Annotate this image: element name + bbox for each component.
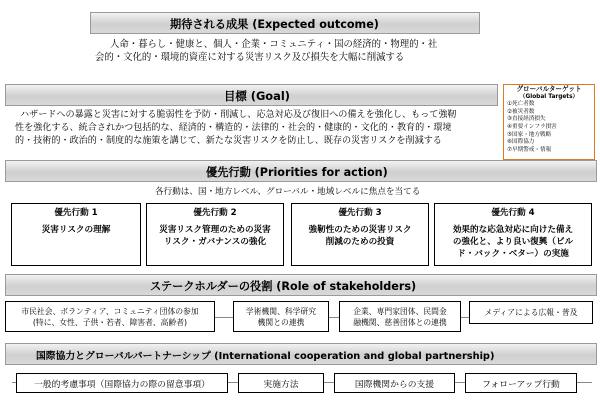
priority-3-box xyxy=(291,203,429,266)
global-target-item: ③直接経済損失 xyxy=(507,116,546,123)
global-targets-box xyxy=(503,84,595,160)
stakeholder-civil-society-line2: (特に、女性、子供・若者、障害者、高齢者) xyxy=(32,317,188,327)
global-targets-title: グローバルターゲット xyxy=(516,85,582,93)
cooperation-support-box xyxy=(334,373,455,393)
priority-2-label: 優先行動 2 xyxy=(193,208,237,218)
priorities-subtitle: 各行動は、国・地方レベル、グローバル・地域レベルに焦点を当てる xyxy=(155,187,421,197)
priority-3-text-line1: 強靭性のための災害リスク xyxy=(308,225,412,235)
priority-1-text-line1: 災害リスクの理解 xyxy=(41,225,111,235)
global-target-item: ④重要インフラ損害 xyxy=(507,123,557,130)
stakeholder-business-line1: 企業、専門家団体、民間金 xyxy=(353,306,447,316)
stakeholder-academia-line1: 学術機関、科学研究 xyxy=(245,306,317,316)
cooperation-means-label: 実施方法 xyxy=(263,379,299,390)
priorities-title: 優先行動 (Priorities for action) xyxy=(206,166,388,179)
stakeholder-civil-society-box xyxy=(5,301,215,332)
priority-4-text-line2: の強化と、より良い復興（ビル xyxy=(452,237,574,247)
expected-outcome-text-line1: 人命・暮らし・健康と、個人・企業・コミュニティ・国の経済的・物理的・社 xyxy=(110,39,438,50)
cooperation-general-box xyxy=(16,373,228,393)
priority-4-text-line3: ド・バック・ベター）の実施 xyxy=(457,249,569,259)
cooperation-general-label: 一般的考慮事項（国際協力の際の留意事項） xyxy=(34,379,210,390)
goal-text-line3: 的・技術的・政治的・制度的な施策を講じて、新たな災害リスクを防止し、既存の災害リスクを削減する xyxy=(15,136,442,146)
stakeholder-business-line2: 融機関、慈善団体との連携 xyxy=(353,317,447,327)
priority-2-box xyxy=(146,203,284,266)
goal-text-line2: 性を強化する、統合されかつ包括的な、経済的・構造的・法律的・社会的・健康的・文化的・教育的・環境 xyxy=(15,123,452,133)
stakeholder-academia-line2: 機関との連携 xyxy=(257,317,305,327)
goal-text-line1: ハザードへの暴露と災害に対する脆弱性を予防・削減し、応急対応及び復旧への備えを強化し、もって強靭 xyxy=(20,110,457,120)
priority-1-label: 優先行動 1 xyxy=(54,208,98,218)
cooperation-support-label: 国際機関からの支援 xyxy=(354,379,435,390)
goal-title: 目標 (Goal) xyxy=(224,89,290,103)
expected-outcome-title: 期待される成果 (Expected outcome) xyxy=(170,18,379,31)
priority-3-label: 優先行動 3 xyxy=(338,208,382,218)
stakeholder-academia-box xyxy=(233,301,329,332)
priority-1-box xyxy=(11,203,141,266)
global-target-item: ⑥国際協力 xyxy=(507,139,535,146)
global-target-item: ⑦早期警戒・情報 xyxy=(507,146,552,153)
priority-3-text-line2: 削減のための投資 xyxy=(325,237,395,247)
priority-4-box xyxy=(434,203,592,266)
stakeholder-media-box xyxy=(469,301,593,324)
cooperation-means-box xyxy=(238,373,324,393)
priority-2-text-line2: リスク・ガバナンスの強化 xyxy=(163,237,267,247)
global-target-item: ⑤国家・地方戦略 xyxy=(507,131,552,138)
expected-outcome-text-line2: 会的・文化的・環境的資産に対する災害リスク及び損失を大幅に削減する xyxy=(95,52,405,63)
stakeholder-media-line1: メディアによる広報・普及 xyxy=(484,308,578,317)
stakeholder-civil-society-line1: 市民社会、ボランティア、コミュニティ団体の参加 xyxy=(21,306,199,316)
priority-2-text-line1: 災害リスク管理のための災害 xyxy=(159,225,271,235)
priority-4-label: 優先行動 4 xyxy=(491,208,535,218)
global-target-item: ②被災者数 xyxy=(507,108,535,115)
priority-4-text-line1: 効果的な応急対応に向けた備え xyxy=(452,225,574,235)
cooperation-followup-label: フォローアップ行動 xyxy=(482,379,560,390)
cooperation-title: 国際協力とグローバルパートナーシップ (International cooperation and global partnership) xyxy=(36,351,495,362)
cooperation-followup-box xyxy=(465,373,577,393)
stakeholders-title: ステークホルダーの役割 (Role of stakeholders) xyxy=(150,280,417,293)
global-targets-subtitle: （Global Targets） xyxy=(519,93,579,100)
stakeholder-business-box xyxy=(339,301,461,332)
global-target-item: ①死亡者数 xyxy=(507,101,535,108)
